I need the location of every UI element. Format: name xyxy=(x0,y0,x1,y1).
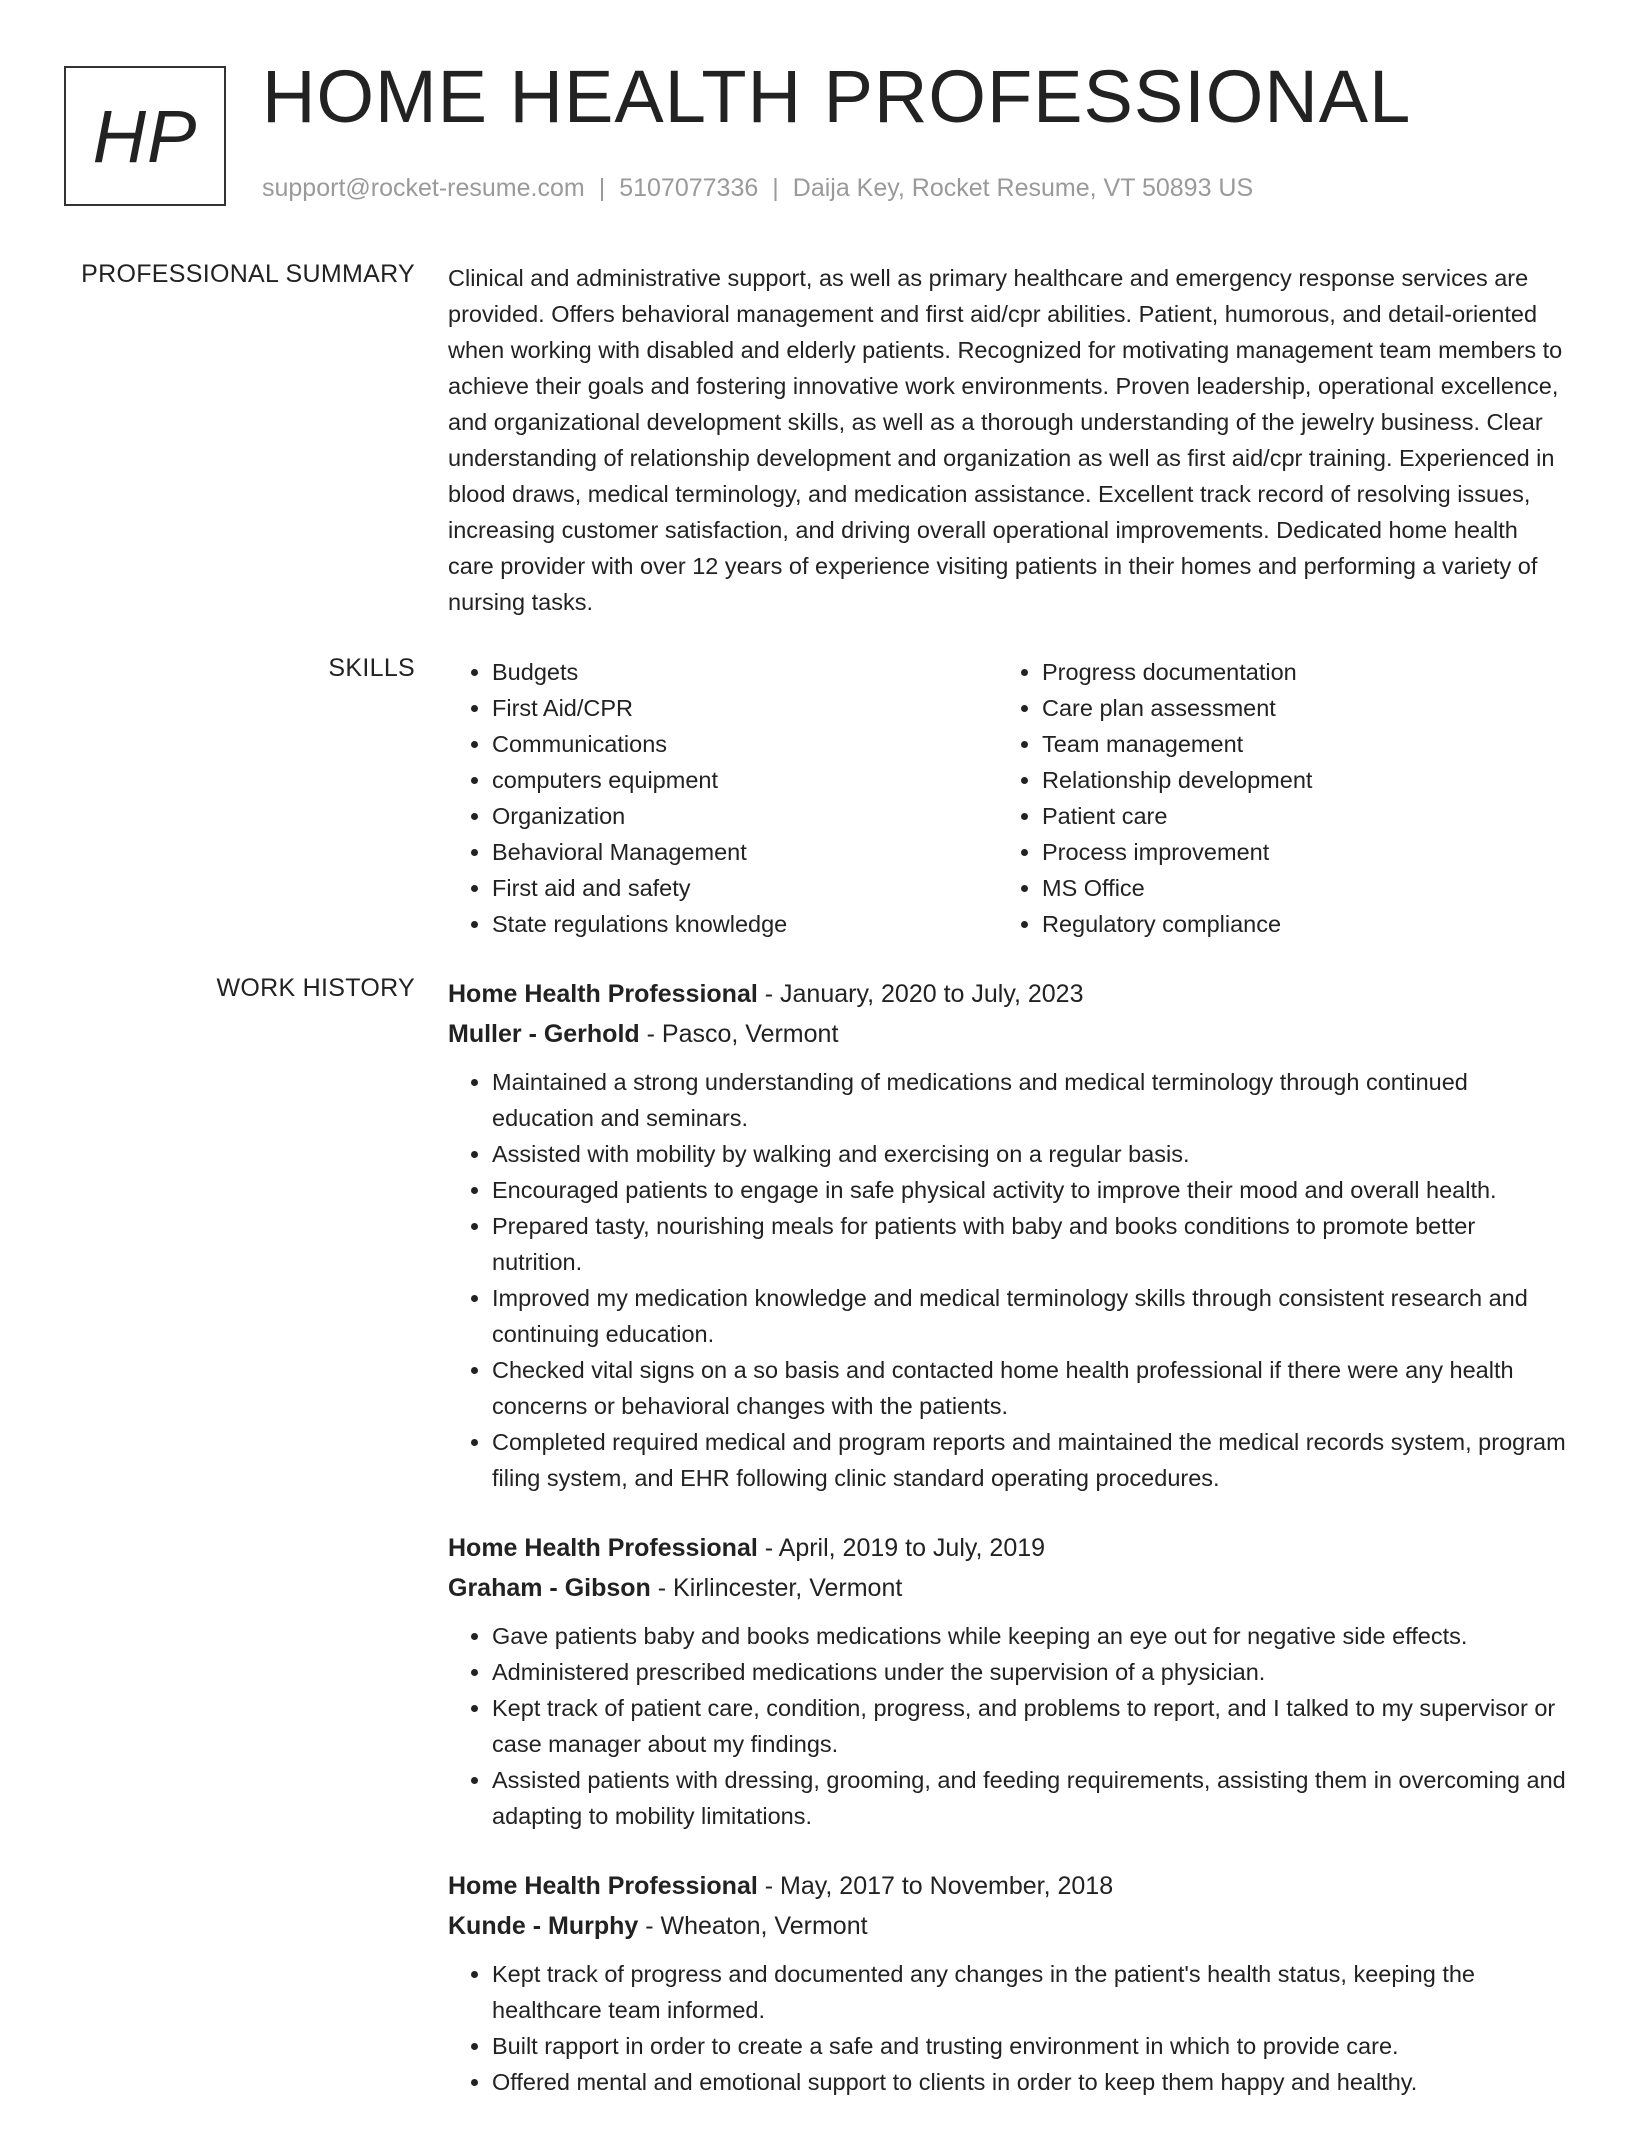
job-company-line: Muller - Gerhold - Pasco, Vermont xyxy=(448,1020,839,1048)
skill-item: • Process improvement xyxy=(1042,834,1548,870)
job-bullet: • Kept track of progress and documented any changes in the patient's health status, keeping the healthcare team informed. xyxy=(492,1956,1566,2028)
job-bullet: • Assisted patients with dressing, grooming, and feeding requirements, assisting them in overcoming and adapting to mobility limitations. xyxy=(492,1762,1566,1834)
skill-item: • Organization xyxy=(492,798,998,834)
resume-name-title: HOME HEALTH PROFESSIONAL xyxy=(262,55,1412,138)
job-company: Kunde - Murphy xyxy=(448,1912,639,1940)
job-company: Graham - Gibson xyxy=(448,1574,651,1602)
job-company-line: Graham - Gibson - Kirlincester, Vermont xyxy=(448,1574,903,1602)
skills-list-left xyxy=(448,654,998,942)
job-dates: May, 2017 to November, 2018 xyxy=(780,1872,1114,1900)
work-history-heading: WORK HISTORY xyxy=(216,974,415,1002)
skill-item: • State regulations knowledge xyxy=(492,906,998,942)
job-company-line: Kunde - Murphy - Wheaton, Vermont xyxy=(448,1912,868,1940)
summary-heading: PROFESSIONAL SUMMARY xyxy=(81,260,415,288)
skill-item: • MS Office xyxy=(1042,870,1548,906)
skill-item: • Team management xyxy=(1042,726,1548,762)
job-bullet: • Encouraged patients to engage in safe physical activity to improve their mood and overall health. xyxy=(492,1172,1566,1208)
job-title: Home Health Professional xyxy=(448,980,758,1008)
skill-item: • Relationship development xyxy=(1042,762,1548,798)
job-title-line: Home Health Professional - January, 2020 to July, 2023 xyxy=(448,980,1084,1008)
skills-body xyxy=(448,654,1566,942)
skill-item: • First Aid/CPR xyxy=(492,690,998,726)
skill-item: • First aid and safety xyxy=(492,870,998,906)
contact-separator: | xyxy=(598,174,606,202)
job-entry xyxy=(448,974,1566,1496)
job-bullet: • Administered prescribed medications under the supervision of a physician. xyxy=(492,1654,1566,1690)
job-location: Pasco, Vermont xyxy=(661,1020,839,1048)
summary-text: Clinical and administrative support, as well as primary healthcare and emergency response services are provided. Offers behavioral management and first aid/cpr abilities. Patient, humorous, and detail-oriented when working with disabled and elderly patients. Recognized for motivating management team members to achieve their goals and fostering innovative work environments. Proven leadership, operational excellence, and organizational development skills, as well as a thorough understanding of the jewelry business. Clear understanding of relationship development and organization as well as first aid/cpr training. Experienced in blood draws, medical terminology, and medication assistance. Excellent track record of resolving issues, increasing customer satisfaction, and driving overall operational improvements. Dedicated home health care provider with over 12 years of experience visiting patients in their homes and performing a variety of nursing tasks. xyxy=(448,265,1563,615)
job-company: Muller - Gerhold xyxy=(448,1020,640,1048)
job-bullet: • Maintained a strong understanding of medications and medical terminology through continued education and seminars. xyxy=(492,1064,1566,1136)
job-title: Home Health Professional xyxy=(448,1534,758,1562)
job-location: Wheaton, Vermont xyxy=(660,1912,868,1940)
job-title-line: Home Health Professional - April, 2019 to July, 2019 xyxy=(448,1534,1046,1562)
contact-email: support@rocket-resume.com xyxy=(262,174,585,202)
skill-item: • Patient care xyxy=(1042,798,1548,834)
job-bullet-list xyxy=(448,1064,1566,1496)
contact-separator: | xyxy=(772,174,779,202)
skill-item: • Budgets xyxy=(492,654,998,690)
skill-item: • Progress documentation xyxy=(1042,654,1548,690)
skill-item: • Communications xyxy=(492,726,998,762)
job-entry xyxy=(448,1528,1566,1834)
job-bullet: • Built rapport in order to create a safe and trusting environment in which to provide care. xyxy=(492,2028,1566,2064)
job-bullet: • Completed required medical and program reports and maintained the medical records system, program filing system, and EHR following clinic standard operating procedures. xyxy=(492,1424,1566,1496)
job-bullet: • Offered mental and emotional support to clients in order to keep them happy and healthy. xyxy=(492,2064,1566,2100)
job-bullet: • Improved my medication knowledge and medical terminology skills through consistent research and continuing education. xyxy=(492,1280,1566,1352)
job-bullet: • Kept track of patient care, condition, progress, and problems to report, and I talked to my supervisor or case manager about my findings. xyxy=(492,1690,1566,1762)
job-entry xyxy=(448,1866,1566,2100)
skills-list-right xyxy=(998,654,1548,942)
job-dates: January, 2020 to July, 2023 xyxy=(780,980,1084,1008)
job-bullet: • Gave patients baby and books medications while keeping an eye out for negative side effects. xyxy=(492,1618,1566,1654)
skill-item: • Behavioral Management xyxy=(492,834,998,870)
skill-item: • computers equipment xyxy=(492,762,998,798)
job-location: Kirlincester, Vermont xyxy=(673,1574,903,1602)
job-bullet: • Assisted with mobility by walking and exercising on a regular basis. xyxy=(492,1136,1566,1172)
work-history-body xyxy=(448,974,1566,2132)
job-dates: April, 2019 to July, 2019 xyxy=(778,1534,1046,1562)
skills-columns xyxy=(448,654,1566,942)
contact-phone: 5107077336 xyxy=(619,174,759,202)
contact-line xyxy=(262,174,1253,203)
summary-body xyxy=(448,260,1566,620)
monogram-logo: HP xyxy=(64,66,226,206)
job-bullet-list xyxy=(448,1956,1566,2100)
skill-item: • Care plan assessment xyxy=(1042,690,1548,726)
job-bullet: • Prepared tasty, nourishing meals for patients with baby and books conditions to promote better nutrition. xyxy=(492,1208,1566,1280)
job-bullet: • Checked vital signs on a so basis and contacted home health professional if there were any health concerns or behavioral changes with the patients. xyxy=(492,1352,1566,1424)
job-bullet-list xyxy=(448,1618,1566,1834)
contact-address: Daija Key, Rocket Resume, VT 50893 US xyxy=(792,174,1254,202)
job-title: Home Health Professional xyxy=(448,1872,758,1900)
skill-item: • Regulatory compliance xyxy=(1042,906,1548,942)
job-title-line: Home Health Professional - May, 2017 to November, 2018 xyxy=(448,1872,1114,1900)
skills-heading: SKILLS xyxy=(328,654,415,682)
